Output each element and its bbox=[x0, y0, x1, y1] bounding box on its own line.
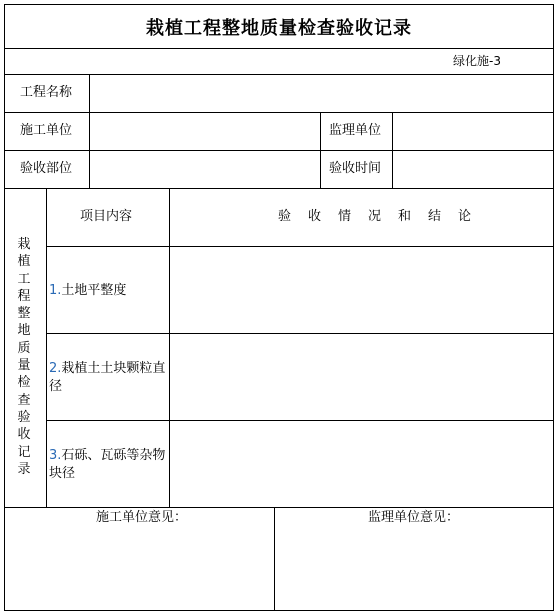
divider bbox=[46, 246, 554, 247]
divider bbox=[4, 507, 554, 508]
divider bbox=[46, 420, 554, 421]
divider bbox=[4, 74, 554, 75]
construction-opinion-label: 施工单位意见： bbox=[96, 510, 188, 525]
row-number: 2. bbox=[49, 361, 62, 376]
divider bbox=[169, 188, 170, 507]
page-title: 栽植工程整地质量检查验收记录 bbox=[146, 18, 412, 39]
col-result-header: 验收情况和结论 bbox=[278, 209, 489, 224]
construction-unit-label: 施工单位 bbox=[20, 123, 73, 138]
acceptance-part-label: 验收部位 bbox=[20, 161, 73, 176]
divider bbox=[4, 112, 554, 113]
row-text: 栽植土土块颗粒直径 bbox=[49, 361, 166, 394]
row-number: 3. bbox=[49, 448, 62, 463]
project-name-label: 工程名称 bbox=[20, 85, 73, 100]
divider bbox=[274, 507, 275, 611]
divider bbox=[4, 188, 554, 189]
divider bbox=[46, 333, 554, 334]
table-row bbox=[49, 447, 169, 483]
col-item-header: 项目内容 bbox=[80, 209, 133, 224]
table-row bbox=[49, 282, 126, 300]
row-number: 1. bbox=[49, 283, 62, 298]
supervision-unit-label: 监理单位 bbox=[329, 123, 382, 138]
row-text: 土地平整度 bbox=[61, 283, 127, 298]
divider bbox=[4, 150, 554, 151]
divider bbox=[392, 112, 393, 188]
divider bbox=[4, 48, 554, 49]
row-text: 石砾、瓦砾等杂物块径 bbox=[49, 448, 166, 481]
divider bbox=[89, 74, 90, 188]
divider bbox=[46, 188, 47, 507]
form-code: 绿化施-3 bbox=[453, 54, 501, 68]
supervision-opinion-label: 监理单位意见： bbox=[368, 510, 460, 525]
acceptance-time-label: 验收时间 bbox=[329, 161, 382, 176]
form-frame bbox=[4, 4, 554, 611]
table-row bbox=[49, 360, 169, 396]
side-title: 栽植工程整地质量检查验收记录 bbox=[17, 237, 31, 477]
divider bbox=[320, 112, 321, 188]
